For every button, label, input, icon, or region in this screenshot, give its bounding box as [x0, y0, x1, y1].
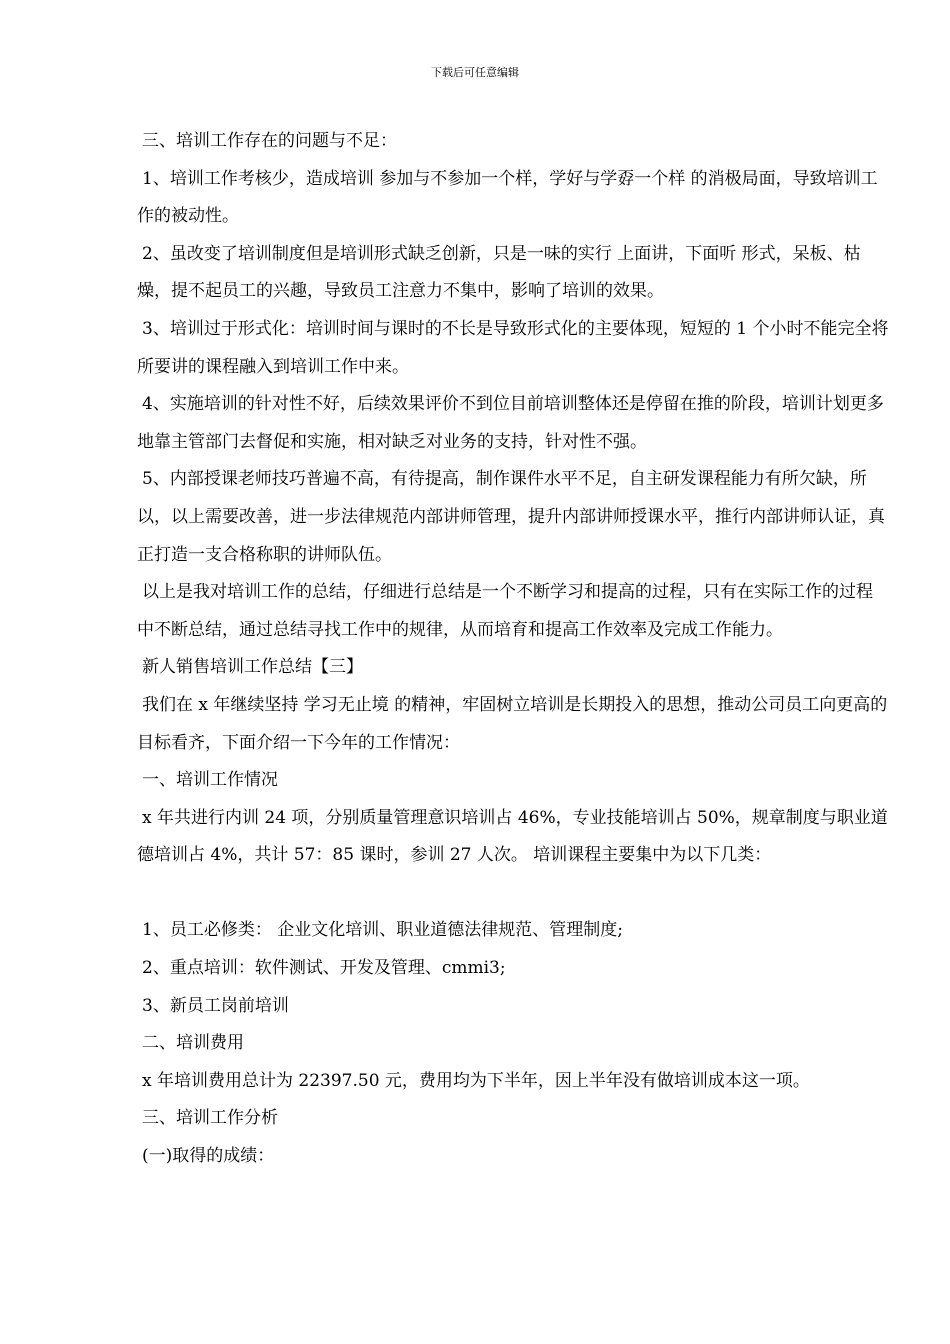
list-item: 1、员工必修类： 企业文化培训、职业道德法律规范、管理制度;: [142, 920, 623, 941]
paragraph: 3、培训过于形式化：培训时间与课时的不长是导致形式化的主要体现，短短的 1 个小时不能完全将所要讲的课程融入到培训工作中来。: [137, 318, 889, 377]
section-title: 新人销售培训工作总结【三】: [142, 657, 363, 678]
paragraph: 4、实施培训的针对性不好，后续效果评价不到位目前培训整体还是停留在推的阶段，培训计划更多地靠主管部门去督促和实施，相对缺乏对业务的支持，针对性不强。: [137, 394, 884, 452]
subsection-heading: (一)取得的成绩：: [142, 1146, 275, 1167]
page-header: 下载后可任意编辑: [431, 66, 519, 79]
document-body: [137, 123, 889, 1176]
section-heading: 一、培训工作情况: [142, 770, 278, 791]
section-heading: 三、培训工作存在的问题与不足：: [142, 131, 397, 151]
paragraph: 2、虽改变了培训制度但是培训形式缺乏创新，只是一味的实行 上面讲，下面听 形式，呆板、枯燥，提不起员工的兴趣，导致员工注意力不集中，影响了培训的效果。: [137, 243, 861, 302]
section-heading: 三、培训工作分析: [142, 1108, 278, 1129]
list-item: 2、重点培训：软件测试、开发及管理、cmmi3;: [142, 958, 506, 979]
paragraph: x 年培训费用总计为 22397.50 元，费用均为下半年，因上半年没有做培训成本这一项。: [142, 1070, 810, 1091]
paragraph: 以上是我对培训工作的总结，仔细进行总结是一个不断学习和提高的过程，只有在实际工作的过程中不断总结，通过总结寻找工作中的规律，从而培育和提高工作效率及完成工作能力。: [137, 582, 873, 640]
paragraph: 5、内部授课老师技巧普遍不高，有待提高，制作课件水平不足，自主研发课程能力有所欠缺，所以，以上需要改善，进一步法律规范内部讲师管理，提升内部讲师授课水平，推行内部讲师认证，真正打造一支合格称职的讲师队伍。: [137, 469, 885, 565]
list-item: 3、新员工岗前培训: [142, 995, 289, 1016]
paragraph: 我们在 x 年继续坚持 学习无止境 的精神，牢固树立培训是长期投入的思想，推动公司员工向更高的目标看齐，下面介绍一下今年的工作情况：: [137, 694, 888, 753]
paragraph: 1、培训工作考核少，造成培训 参加与不参加一个样，学好与学孬一个样 的消极局面，导致培训工作的被动性。: [137, 168, 878, 227]
blank-line: [137, 875, 889, 913]
paragraph: x 年共进行内训 24 项，分别质量管理意识培训占 46%，专业技能培训占 50%，规章制度与职业道德培训占 4%，共计 57：85 课时，参训 27 人次。 培训课程主要集中为以下几类：: [137, 807, 888, 866]
section-heading: 二、培训费用: [142, 1033, 244, 1054]
